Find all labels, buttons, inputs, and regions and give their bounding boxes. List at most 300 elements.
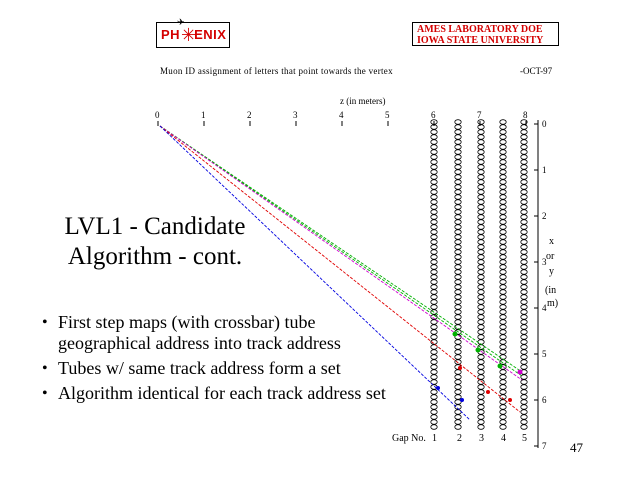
tube [478,425,484,430]
tube [500,295,506,300]
x-tick-label: 2 [542,211,547,221]
tube [455,295,461,300]
gap-number: 2 [457,433,462,444]
tube [478,215,484,220]
tube [500,150,506,155]
z-tick-label: 7 [477,110,482,120]
tube [455,190,461,195]
tube [431,160,437,165]
x-axis-label-line: y [549,266,554,277]
tube [521,215,527,220]
tube [455,340,461,345]
tube [431,375,437,380]
tube [455,270,461,275]
x-axis-label-line: (in [545,285,557,296]
tube [478,310,484,315]
tube [500,275,506,280]
tube [500,375,506,380]
tube [500,325,506,330]
tube [478,235,484,240]
tube [500,210,506,215]
tube [521,245,527,250]
x-tick-label: 3 [542,257,547,267]
tube [500,120,506,125]
tube [431,200,437,205]
tube [478,155,484,160]
tube [431,145,437,150]
tube [431,245,437,250]
tube [521,395,527,400]
tube [521,300,527,305]
tube [500,205,506,210]
tube [455,420,461,425]
tube [478,390,484,395]
tube [455,125,461,130]
tube [500,400,506,405]
tube [455,130,461,135]
hit-marker [476,348,481,353]
tube [500,190,506,195]
tube [521,400,527,405]
institution-line2: IOWA STATE UNIVERSITY [417,35,544,46]
tube [500,305,506,310]
plot-date: -OCT-97 [520,66,553,76]
tube [478,330,484,335]
slide-title-line2: Algorithm - cont. [67,243,243,270]
tube [500,145,506,150]
tube [478,400,484,405]
tube [521,175,527,180]
gap-number: 5 [522,433,527,444]
tube [431,270,437,275]
tube [455,180,461,185]
tube [500,215,506,220]
tube [521,275,527,280]
tube [521,425,527,430]
tube [500,135,506,140]
tube [431,195,437,200]
tube [455,280,461,285]
tube [500,410,506,415]
tube [455,360,461,365]
tube [478,250,484,255]
tube [455,240,461,245]
tube [500,125,506,130]
tube [478,225,484,230]
bullet-item: • Tubes w/ same track address form a set [42,358,402,379]
phenix-logo [156,17,230,48]
tube [455,155,461,160]
tube [455,195,461,200]
tube [455,305,461,310]
tube [521,140,527,145]
tube [478,125,484,130]
tube [521,155,527,160]
tube [500,155,506,160]
tube [455,355,461,360]
hit-marker [436,386,440,390]
tube [521,160,527,165]
tube [478,395,484,400]
tube [478,295,484,300]
tube [431,360,437,365]
tube [500,265,506,270]
tube [431,155,437,160]
bullet-list [42,312,402,408]
tube [521,415,527,420]
tube [478,255,484,260]
z-tick-label: 2 [247,110,252,120]
tube [521,235,527,240]
tube [500,350,506,355]
tube [431,170,437,175]
tube [521,165,527,170]
logo-text-left: PH [161,27,181,42]
tube [455,255,461,260]
tube [478,380,484,385]
tube [431,265,437,270]
tube [478,355,484,360]
tube [431,425,437,430]
tube [521,280,527,285]
tube [500,130,506,135]
tube [431,285,437,290]
institution-line1: AMES LABORATORY DOE [417,24,543,35]
plane-icon: ✈ [177,17,185,27]
tube [478,420,484,425]
tube [455,165,461,170]
tube [500,230,506,235]
tube [478,165,484,170]
tube [455,120,461,125]
tube [521,230,527,235]
tube [455,160,461,165]
tube [431,205,437,210]
tube [478,335,484,340]
tube [431,370,437,375]
tube [478,205,484,210]
z-tick-label: 8 [523,110,528,120]
tube [521,355,527,360]
tube [500,140,506,145]
tube [500,335,506,340]
tube [521,385,527,390]
tube [500,405,506,410]
tube [431,150,437,155]
tube [500,290,506,295]
gap-number: 4 [501,433,506,444]
tube [500,200,506,205]
tube [500,255,506,260]
tube [478,325,484,330]
tube [455,315,461,320]
tube [521,180,527,185]
z-axis-label: z (in meters) [340,96,386,106]
z-tick-label: 0 [155,110,160,120]
tube [431,230,437,235]
tube [455,290,461,295]
gap-label: Gap No. [392,433,426,444]
tube [455,370,461,375]
tube [500,390,506,395]
tube [521,325,527,330]
tube [431,300,437,305]
tube [521,150,527,155]
tube [500,220,506,225]
tube [500,370,506,375]
x-tick-label: 0 [542,119,547,129]
tube [431,220,437,225]
tube [455,350,461,355]
tube [478,230,484,235]
tube [521,170,527,175]
tube [521,130,527,135]
tube [500,235,506,240]
tube [500,420,506,425]
tube [431,350,437,355]
z-tick-label: 6 [431,110,436,120]
tube [455,275,461,280]
tube [431,175,437,180]
tube [478,135,484,140]
tube [478,260,484,265]
tube [521,365,527,370]
tube [500,175,506,180]
tube [500,340,506,345]
hit-marker [458,366,462,370]
logo-text [161,27,226,42]
tube [431,365,437,370]
tube [500,345,506,350]
x-tick-label: 7 [542,441,547,451]
tube [478,145,484,150]
plot-subtitle: Muon ID assignment of letters that point towards the vertex [160,66,393,76]
x-axis-label-line: m) [547,298,559,309]
x-axis-label-line: or [546,251,555,262]
tube [455,345,461,350]
logo-text-right: ENIX [194,27,227,42]
tube [521,200,527,205]
x-tick-label: 6 [542,395,547,405]
gap-number: 3 [479,433,484,444]
tube [521,350,527,355]
tube [431,215,437,220]
tube [431,255,437,260]
tube [521,330,527,335]
tube [500,360,506,365]
tube [521,290,527,295]
tube [521,335,527,340]
tube [521,390,527,395]
tube [431,325,437,330]
tube [500,380,506,385]
tube [455,140,461,145]
tube [478,245,484,250]
z-tick-label: 1 [201,110,206,120]
tube [478,300,484,305]
hit-marker [486,390,490,394]
tube [431,415,437,420]
hit-marker [460,398,464,402]
tube [455,260,461,265]
tube [500,160,506,165]
tube [455,425,461,430]
z-tick-label: 4 [339,110,344,120]
tube [478,375,484,380]
tube [521,255,527,260]
tube [431,290,437,295]
tube [455,235,461,240]
tube [500,385,506,390]
tube [521,310,527,315]
tube [478,130,484,135]
tube [455,220,461,225]
x-axis-label-line: x [549,236,554,247]
tube [500,300,506,305]
tube [431,410,437,415]
tube [455,245,461,250]
tube [431,225,437,230]
tube [455,230,461,235]
tube [455,300,461,305]
tube [478,290,484,295]
tube [455,415,461,420]
tube [478,285,484,290]
tube [521,270,527,275]
tube [455,225,461,230]
bullet-item: • Algorithm identical for each track address set [42,383,402,404]
tube [431,185,437,190]
tube [455,380,461,385]
tube [455,285,461,290]
tube [478,240,484,245]
bullet-item: • First step maps (with crossbar) tube geographical address into track address [42,312,402,354]
tube [478,200,484,205]
tube [500,240,506,245]
x-tick-label: 4 [542,303,547,313]
tube [478,320,484,325]
tube [521,135,527,140]
x-axis-label [545,236,558,309]
tube [455,375,461,380]
tube [455,390,461,395]
tube [478,275,484,280]
tube [500,165,506,170]
tube [455,215,461,220]
tube [455,135,461,140]
slide-title [40,212,270,272]
tube [500,315,506,320]
tube [455,320,461,325]
gap-labels [392,433,527,444]
tube [455,410,461,415]
tube [478,405,484,410]
tube [455,310,461,315]
tube [500,320,506,325]
tube [478,385,484,390]
tube [521,405,527,410]
tube [455,210,461,215]
tube [431,210,437,215]
tube [500,280,506,285]
tube [521,190,527,195]
tube [431,295,437,300]
tube [455,175,461,180]
tube [431,235,437,240]
tube [431,305,437,310]
tube [431,130,437,135]
tube [431,420,437,425]
tube [431,335,437,340]
tube [521,295,527,300]
tube [521,210,527,215]
tube [478,410,484,415]
tube [478,360,484,365]
tube [478,160,484,165]
tube [521,250,527,255]
tube [455,395,461,400]
tube [478,270,484,275]
tube [431,330,437,335]
tube [455,170,461,175]
tube [455,145,461,150]
tube [500,310,506,315]
slide-title-line1: LVL1 - Candidate [64,213,246,240]
tube [455,200,461,205]
tube [521,205,527,210]
tube [521,345,527,350]
tube [521,380,527,385]
x-tick-label: 1 [542,165,547,175]
z-tick-label: 3 [293,110,298,120]
tube [478,185,484,190]
hit-marker [453,332,458,337]
tube [431,395,437,400]
tube [521,285,527,290]
tube [521,145,527,150]
tube [500,285,506,290]
tube [431,260,437,265]
tube [478,140,484,145]
tube [521,225,527,230]
tube [521,360,527,365]
tube [500,170,506,175]
tube [521,315,527,320]
star-icon: ✳ [181,25,197,45]
tube [500,260,506,265]
tube [431,320,437,325]
tube [478,305,484,310]
tube [478,190,484,195]
tube [478,370,484,375]
tube [521,260,527,265]
tube [455,265,461,270]
tube [478,195,484,200]
x-tick-label: 5 [542,349,547,359]
tube [521,410,527,415]
tube [521,195,527,200]
tube [478,210,484,215]
tube [478,150,484,155]
tube [431,275,437,280]
tube [478,265,484,270]
gap-number: 1 [432,433,437,444]
tube [521,305,527,310]
tube [521,185,527,190]
tube [521,420,527,425]
tube [455,385,461,390]
tube [500,415,506,420]
